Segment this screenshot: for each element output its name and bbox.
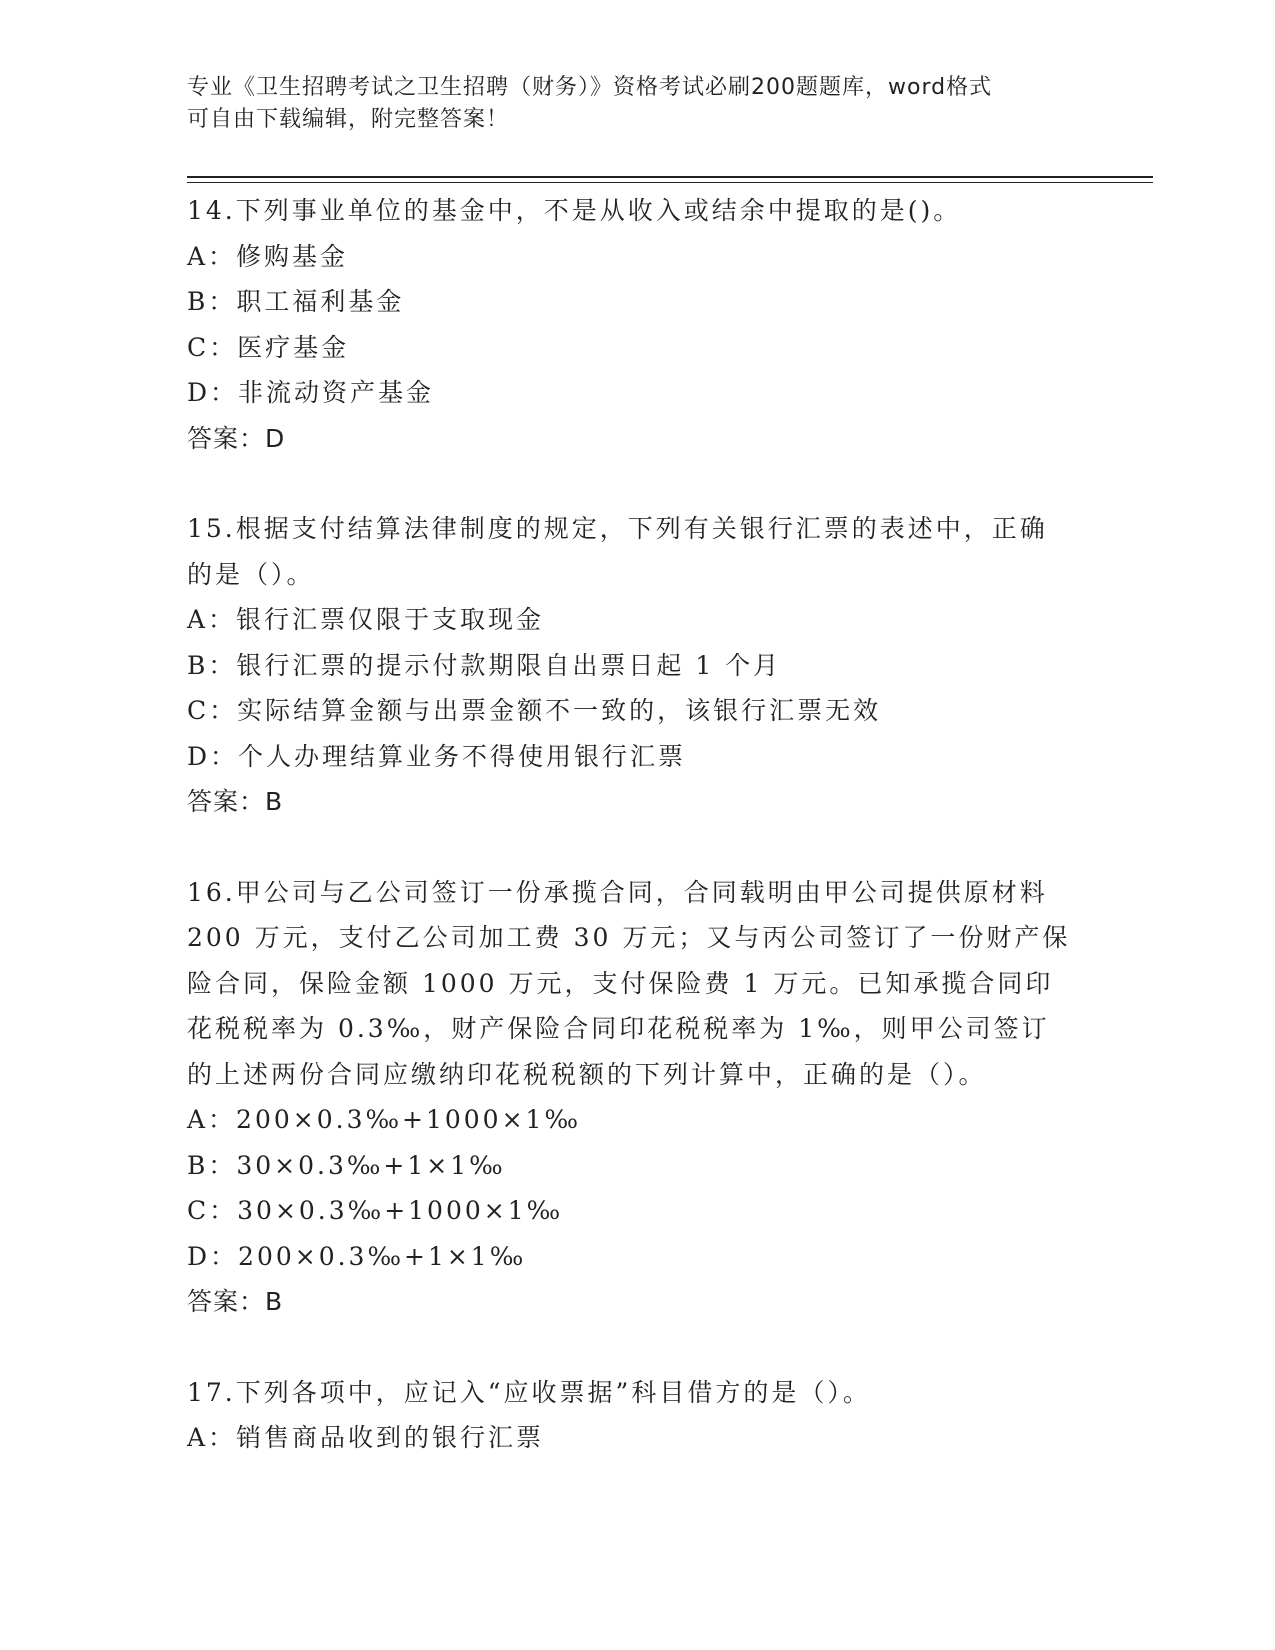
answer-line: 答案：D <box>187 423 286 453</box>
option-c: C：30×0.3‰+1000×1‰ <box>187 1196 564 1225</box>
question-14 <box>187 188 1087 461</box>
option-d: D：非流动资产基金 <box>187 378 435 407</box>
option-c: C：实际结算金额与出票金额不一致的，该银行汇票无效 <box>187 696 882 725</box>
answer-line: 答案：B <box>187 787 284 816</box>
option-a: A：销售商品收到的银行汇票 <box>187 1423 545 1452</box>
option-c: C：医疗基金 <box>187 332 350 362</box>
option-a: A：200×0.3‰+1000×1‰ <box>187 1105 581 1134</box>
question-stem: 15.根据支付结算法律制度的规定，下列有关银行汇票的表述中，正确的是（）。 <box>187 514 1048 589</box>
question-stem: 14.下列事业单位的基金中，不是从收入或结余中提取的是()。 <box>187 196 962 225</box>
header-line-2: 可自由下载编辑，附完整答案！ <box>187 107 510 132</box>
question-stem: 16.甲公司与乙公司签订一份承揽合同，合同载明由甲公司提供原材料 200 万元，支付乙公司加工费 30 万元；又与丙公司签订了一份财产保险合同，保险金额 1000 万元，支付保险费 1 万元。已知承揽合同印花税税率为 0.3‰，财产保险合同印花税税率为 1‰，则甲公司签订的上述两份合同应缴纳印花税税额的下列计算中，正确的是（）。 <box>187 877 1071 1089</box>
header-divider-thick <box>187 176 1153 178</box>
header-line-1: 专业《卫生招聘考试之卫生招聘（财务）》资格考试必刷200题题库，word格式 <box>187 75 993 100</box>
question-list <box>187 188 1087 1506</box>
question-17 <box>187 1370 1087 1461</box>
question-16 <box>187 870 1087 1325</box>
document-header <box>187 72 1087 136</box>
question-15 <box>187 506 1087 825</box>
option-b: B：职工福利基金 <box>187 287 405 316</box>
option-d: D：200×0.3‰+1×1‰ <box>187 1241 527 1271</box>
option-a: A：修购基金 <box>187 241 349 271</box>
header-divider-thin <box>187 182 1153 183</box>
question-stem: 17.下列各项中，应记入“应收票据”科目借方的是（）。 <box>187 1377 871 1407</box>
answer-line: 答案：B <box>187 1287 284 1316</box>
option-d: D：个人办理结算业务不得使用银行汇票 <box>187 741 687 771</box>
option-b: B：30×0.3‰+1×1‰ <box>187 1150 506 1180</box>
option-a: A：银行汇票仅限于支取现金 <box>187 605 545 634</box>
option-b: B：银行汇票的提示付款期限自出票日起 1 个月 <box>187 650 782 680</box>
